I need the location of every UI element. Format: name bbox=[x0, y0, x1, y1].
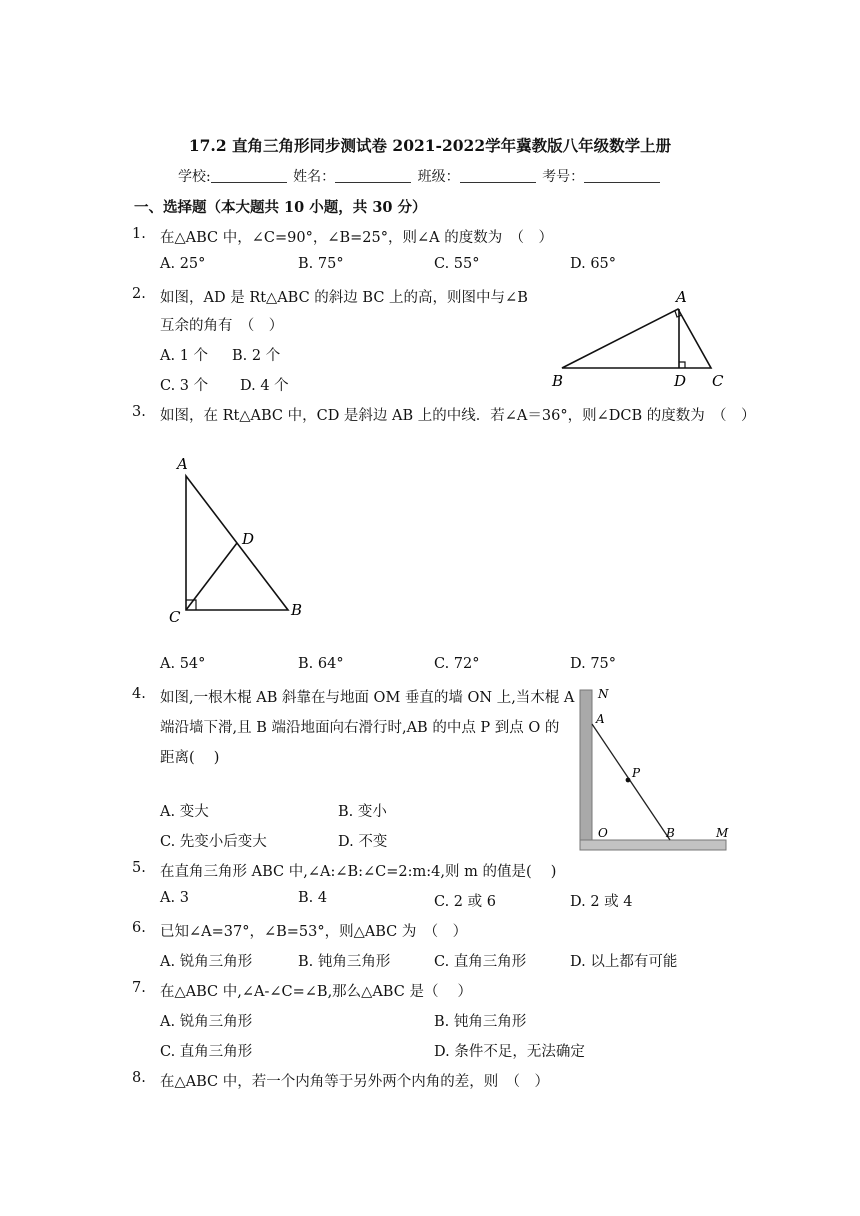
question-text: 已知∠A=37°，∠B=53°，则△ABC 为 （ ） bbox=[160, 924, 468, 940]
option-c[interactable]: C. 先变小后变大 bbox=[160, 834, 267, 850]
question-number: 6. bbox=[132, 920, 146, 936]
option-b[interactable]: B. 钝角三角形 bbox=[298, 954, 391, 970]
question-text: 互余的角有 （ ） bbox=[160, 318, 284, 334]
option-d[interactable]: D. 4 个 bbox=[240, 378, 289, 394]
option-d[interactable]: D. 75° bbox=[570, 656, 617, 672]
question-number: 2. bbox=[132, 286, 146, 302]
label-d: D bbox=[674, 372, 687, 390]
wall-on bbox=[580, 690, 592, 842]
option-d[interactable]: D. 2 或 4 bbox=[570, 894, 633, 910]
question-text: 在直角三角形 ABC 中,∠A:∠B:∠C=2:m:4,则 m 的值是( ) bbox=[160, 864, 557, 880]
option-a[interactable]: A. 锐角三角形 bbox=[160, 954, 253, 970]
question-number: 3. bbox=[132, 404, 146, 420]
option-b[interactable]: B. 4 bbox=[298, 890, 328, 906]
name-label: 姓名： bbox=[293, 169, 336, 185]
option-c[interactable]: C. 3 个 bbox=[160, 378, 209, 394]
label-c: C bbox=[169, 608, 181, 626]
option-b[interactable]: B. 75° bbox=[298, 256, 344, 272]
option-c[interactable]: C. 直角三角形 bbox=[434, 954, 527, 970]
label-a: A bbox=[177, 455, 188, 473]
option-a[interactable]: A. 25° bbox=[160, 256, 206, 272]
question-text: 如图，在 Rt△ABC 中，CD 是斜边 AB 上的中线．若∠A＝36°，则∠DCB 的度数为 （ ） bbox=[160, 408, 756, 424]
right-angle-mark-d bbox=[679, 362, 685, 368]
ground-om bbox=[580, 840, 726, 850]
figure-q3-triangle bbox=[160, 452, 320, 628]
option-a[interactable]: A. 1 个 bbox=[160, 348, 209, 364]
question-text: 在△ABC 中，若一个内角等于另外两个内角的差，则 （ ） bbox=[160, 1074, 549, 1090]
question-number: 1. bbox=[132, 226, 146, 242]
label-m: M bbox=[716, 826, 729, 840]
label-b: B bbox=[666, 826, 675, 840]
option-d[interactable]: D. 以上都有可能 bbox=[570, 954, 678, 970]
label-n: N bbox=[598, 687, 609, 701]
name-blank[interactable] bbox=[335, 170, 411, 183]
question-number: 5. bbox=[132, 860, 146, 876]
option-b[interactable]: B. 2 个 bbox=[232, 348, 281, 364]
option-a[interactable]: A. 锐角三角形 bbox=[160, 1014, 253, 1030]
question-number: 8. bbox=[132, 1070, 146, 1086]
option-a[interactable]: A. 3 bbox=[160, 890, 189, 906]
question-text: 距离( ) bbox=[160, 750, 220, 766]
label-a: A bbox=[596, 712, 605, 726]
label-b: B bbox=[552, 372, 564, 390]
label-o: O bbox=[598, 826, 608, 840]
option-a[interactable]: A. 变大 bbox=[160, 804, 209, 820]
question-number: 4. bbox=[132, 686, 146, 702]
school-blank[interactable] bbox=[211, 170, 287, 183]
option-c[interactable]: C. 2 或 6 bbox=[434, 894, 496, 910]
option-c[interactable]: C. 55° bbox=[434, 256, 480, 272]
option-b[interactable]: B. 变小 bbox=[338, 804, 387, 820]
school-label: 学校: bbox=[178, 169, 211, 185]
question-text: 在△ABC 中,∠A-∠C=∠B,那么△ABC 是（ ） bbox=[160, 984, 473, 1000]
option-a[interactable]: A. 54° bbox=[160, 656, 206, 672]
option-b[interactable]: B. 64° bbox=[298, 656, 344, 672]
label-c: C bbox=[712, 372, 724, 390]
figure-q2-triangle bbox=[548, 286, 738, 392]
student-info-line bbox=[178, 166, 662, 186]
triangle-abc bbox=[562, 309, 711, 368]
class-blank[interactable] bbox=[460, 170, 536, 183]
stick-ab bbox=[592, 724, 670, 840]
section-heading: 一、选择题（本大题共 10 小题，共 30 分） bbox=[134, 199, 427, 216]
midpoint-p bbox=[626, 778, 631, 783]
label-a: A bbox=[676, 288, 687, 306]
question-text: 在△ABC 中，∠C=90°，∠B=25°，则∠A 的度数为 （ ） bbox=[160, 230, 553, 246]
exam-no-blank[interactable] bbox=[584, 170, 660, 183]
class-label: 班级： bbox=[417, 169, 460, 185]
option-c[interactable]: C. 72° bbox=[434, 656, 480, 672]
page-title: 17.2 直角三角形同步测试卷 2021-2022学年冀教版八年级数学上册 bbox=[188, 136, 672, 155]
figure-q4-ladder bbox=[574, 684, 734, 854]
label-d: D bbox=[242, 530, 255, 548]
exam-no-label: 考号： bbox=[542, 169, 585, 185]
question-number: 7. bbox=[132, 980, 146, 996]
option-c[interactable]: C. 直角三角形 bbox=[160, 1044, 253, 1060]
question-text: 端沿墙下滑,且 B 端沿地面向右滑行时,AB 的中点 P 到点 O 的 bbox=[160, 720, 560, 736]
label-p: P bbox=[632, 766, 641, 780]
option-d[interactable]: D. 65° bbox=[570, 256, 617, 272]
option-b[interactable]: B. 钝角三角形 bbox=[434, 1014, 527, 1030]
question-text: 如图,一根木棍 AB 斜靠在与地面 OM 垂直的墙 ON 上,当木棍 A bbox=[160, 690, 575, 706]
question-text: 如图，AD 是 Rt△ABC 的斜边 BC 上的高，则图中与∠B bbox=[160, 290, 528, 306]
option-d[interactable]: D. 条件不足，无法确定 bbox=[434, 1044, 585, 1060]
label-b: B bbox=[291, 601, 303, 619]
option-d[interactable]: D. 不变 bbox=[338, 834, 388, 850]
